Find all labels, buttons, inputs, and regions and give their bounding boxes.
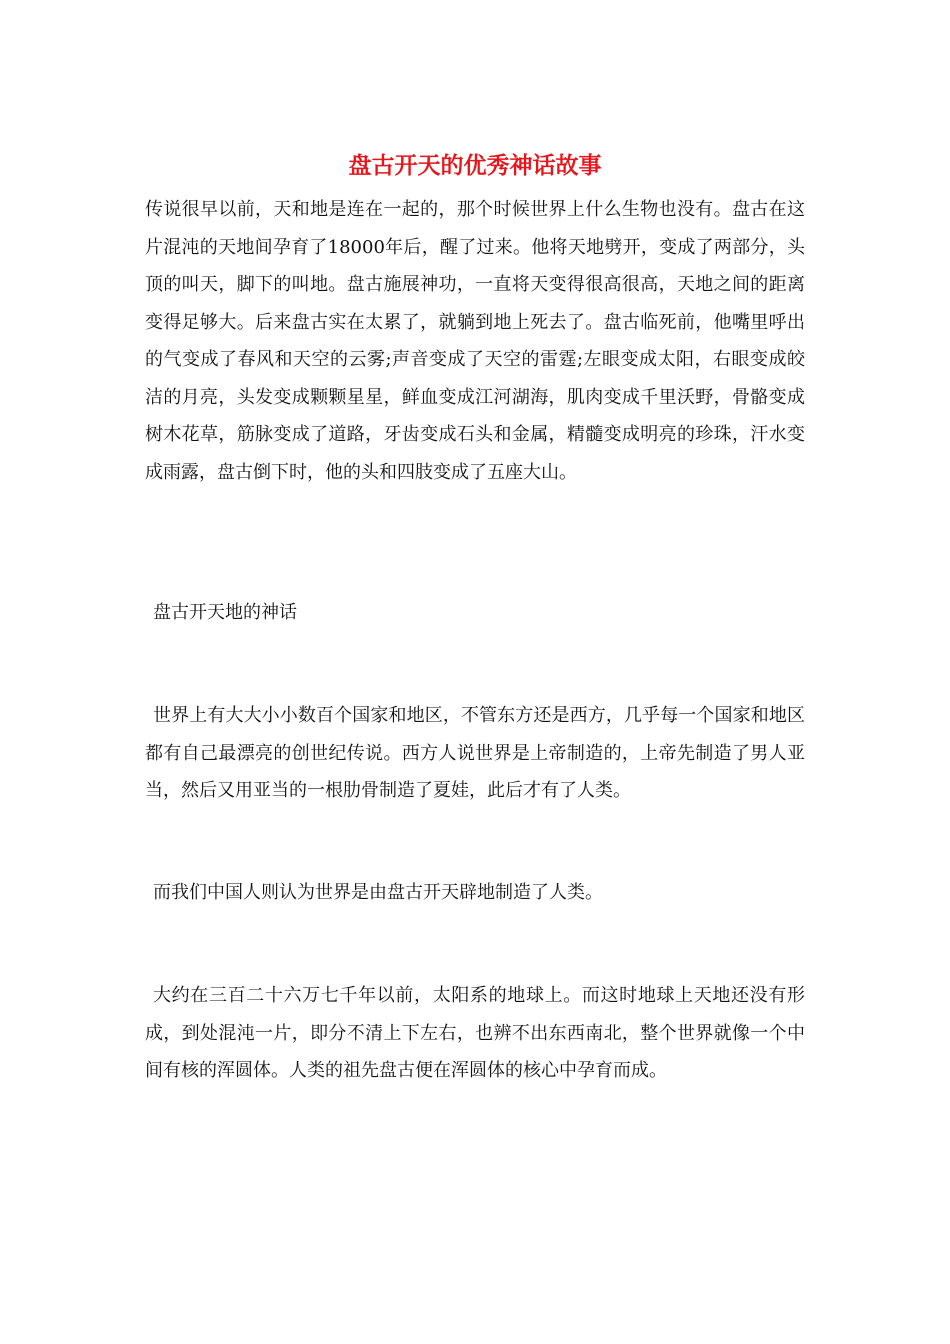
- paragraph-intro: 传说很早以前，天和地是连在一起的，那个时候世界上什么生物也没有。盘古在这片混沌的天地间孕育了18000年后，醒了过来。他将天地劈开，变成了两部分，头顶的叫天，脚下的叫地。盘古施展神功，一直将天变得很高很高，天地之间的距离变得足够大。后来盘古实在太累了，就躺到地上死去了。盘古临死前，他嘴里呼出的气变成了春风和天空的云雾;声音变成了天空的雷霆;左眼变成太阳，右眼变成皎洁的月亮，头发变成颗颗星星，鲜血变成江河湖海，肌肉变成千里沃野，骨骼变成树木花草，筋脉变成了道路，牙齿变成石头和金属，精髓变成明亮的珍珠，汗水变成雨露，盘古倒下时，他的头和四肢变成了五座大山。: [145, 199, 805, 483]
- document-title: 盘古开天的优秀神话故事: [348, 152, 602, 179]
- paragraph-origin: 大约在三百二十六万七千年以前，太阳系的地球上。而这时地球上天地还没有形成，到处混沌一片，即分不清上下左右，也辨不出东西南北，整个世界就像一个中间有核的浑圆体。人类的祖先盘古便在浑圆体的核心中孕育而成。: [145, 985, 805, 1081]
- paragraph-world-myths: 世界上有大大小小数百个国家和地区，不管东方还是西方，几乎每一个国家和地区都有自己最漂亮的创世纪传说。西方人说世界是上帝制造的，上帝先制造了男人亚当，然后又用亚当的一根肋骨制造了夏娃，此后才有了人类。: [145, 705, 805, 801]
- paragraph-chinese-belief: 而我们中国人则认为世界是由盘古开天辟地制造了人类。: [153, 882, 603, 903]
- section-heading: 盘古开天地的神话: [153, 602, 297, 623]
